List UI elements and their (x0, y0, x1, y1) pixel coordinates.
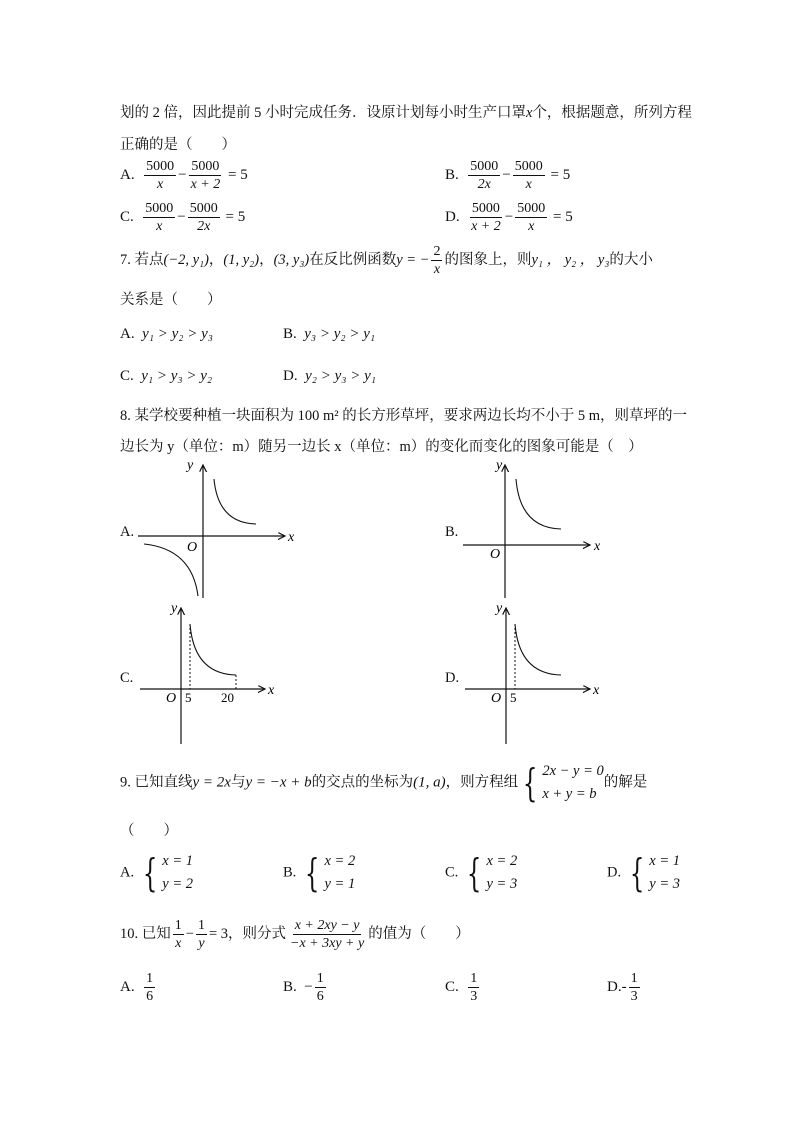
y-axis-label: y (496, 601, 503, 616)
brace: { (305, 851, 320, 895)
q10-text: 10. 已知 (120, 925, 171, 942)
intro-text: 划的 2 倍，因此提前 5 小时完成任务．设原计划每小时生产口罩 (120, 105, 526, 121)
numerator: 1 (630, 971, 638, 986)
var-x: x (526, 105, 533, 121)
numerator: 5000 (191, 159, 220, 174)
q10-stem (120, 917, 470, 952)
option-label: B. (283, 864, 297, 881)
q8-line-2: 边长为 y（单位：m）随另一边长 x（单位：m）的变化而变化的图象可能是（ ） (120, 439, 643, 455)
q7-option-a[interactable] (120, 326, 213, 343)
option-expr: y₁ > y₃ > y₂ (141, 368, 213, 384)
option-expr: y₃ > y₂ > y₁ (304, 326, 376, 342)
point-3: (3, y₃) (273, 251, 310, 268)
fraction (515, 200, 547, 235)
fraction (629, 970, 640, 1005)
q7-text: 在反比例函数 (309, 251, 397, 268)
origin-label: O (187, 540, 198, 555)
big-fraction (288, 917, 366, 952)
solution-y: y = 3 (486, 876, 518, 892)
denominator: 3 (630, 989, 638, 1004)
x-axis-label: x (288, 530, 295, 545)
numerator: 1 (470, 971, 478, 986)
q10-text: ，则分式 (228, 925, 286, 942)
denominator: x (528, 219, 535, 234)
q10-text: 的值为（ ） (368, 925, 470, 942)
option-label: C. (120, 208, 134, 225)
y-axis-label: y (171, 601, 178, 616)
solution-system (300, 850, 355, 896)
denominator: x + 2 (471, 219, 501, 234)
denominator: x (175, 936, 182, 951)
hyperbola-segment (190, 624, 236, 675)
equals: = 3 (208, 925, 228, 942)
option-label: B. (283, 978, 297, 995)
q7-text: 的图象上，则 (444, 251, 532, 268)
q8-graph-b[interactable] (455, 455, 625, 605)
solution-x: x = 1 (649, 853, 681, 869)
q8-graph-d[interactable] (455, 598, 615, 748)
fraction (188, 200, 220, 235)
intersection-point: (1, a) (413, 774, 446, 791)
q6-option-a[interactable] (120, 158, 248, 193)
x-axis-label: x (594, 539, 601, 554)
sep: ， (208, 251, 224, 268)
q7-text: 的大小 (609, 251, 653, 268)
denominator: x (433, 262, 441, 277)
q8-option-d-label[interactable]: D. (445, 670, 460, 686)
q8-option-a-label[interactable]: A. (120, 524, 135, 540)
option-label: A. (120, 864, 135, 881)
numerator: 1 (316, 971, 324, 986)
option-label: A. (120, 978, 135, 995)
fraction (469, 200, 503, 235)
numerator: 2 (433, 244, 441, 259)
q10-option-b[interactable] (283, 970, 328, 1005)
fraction (468, 970, 479, 1005)
solution-y: y = 1 (324, 876, 356, 892)
fraction (144, 970, 155, 1005)
q8-line-1: 8. 某学校要种植一块面积为 100 m² 的长方形草坪，要求两边长均不小于 5 m，则草坪的一 (120, 408, 688, 424)
point-1: (−2, y₁) (163, 251, 209, 268)
option-label: D. (607, 864, 622, 881)
numerator: 5000 (471, 201, 500, 216)
fraction (315, 970, 326, 1005)
sep: ， (259, 251, 274, 268)
solution-x: x = 2 (486, 853, 518, 869)
hyperbola-branch (515, 624, 561, 675)
origin-label: O (166, 691, 177, 706)
func-lhs: y = − (396, 251, 430, 268)
brace: { (629, 851, 645, 895)
q9-option-c[interactable] (445, 850, 517, 896)
operator: − (177, 208, 186, 225)
ys: y₁ ， y₂ ， y₃ (531, 251, 610, 268)
q7-line-2: 关系是（ ） (120, 292, 222, 308)
numerator: 5000 (470, 159, 499, 174)
tick-5: 5 (510, 690, 517, 705)
q7-option-d[interactable] (283, 368, 376, 385)
q7-option-c[interactable] (120, 368, 212, 385)
option-label: D. (445, 208, 460, 225)
option-label: C. (120, 368, 134, 384)
numerator: 1 (174, 918, 182, 933)
origin-label: O (491, 691, 502, 706)
q6-option-c[interactable] (120, 200, 245, 235)
q9-text: 的交点的坐标为 (311, 774, 414, 791)
tick-20: 20 (221, 690, 234, 705)
option-label: D. (283, 368, 298, 384)
q7-option-b[interactable] (283, 326, 375, 343)
q9-text: 的解是 (603, 774, 648, 791)
denominator: 6 (146, 989, 154, 1004)
option-label: D. (607, 978, 622, 995)
q6-option-d[interactable] (445, 200, 573, 235)
q9-line-2: （ ） (120, 823, 178, 839)
y-axis-label: y (187, 458, 194, 473)
q8-graph-a[interactable] (130, 455, 300, 605)
point-2: (1, y₂) (223, 251, 260, 268)
solution-y: y = 3 (649, 876, 681, 892)
q8-option-b-label[interactable]: B. (445, 524, 459, 540)
q7-stem (120, 243, 653, 278)
tick-5: 5 (185, 690, 192, 705)
option-label: A. (120, 326, 135, 342)
denominator: 6 (316, 989, 324, 1004)
equation-system (518, 760, 604, 806)
denominator: 3 (470, 989, 478, 1004)
solution-system (462, 850, 517, 896)
equation-1: 2x − y = 0 (542, 763, 604, 779)
denominator: x (525, 177, 532, 192)
q10-option-c[interactable] (445, 970, 481, 1005)
brace: { (142, 851, 158, 895)
intro-line-2: 正确的是（ ） (120, 137, 236, 153)
intro-text-end: 个，根据题意，所列方程 (532, 105, 692, 121)
option-expr: y₂ > y₃ > y₁ (305, 368, 376, 384)
operator: − (504, 208, 514, 225)
operator: − (185, 925, 194, 942)
denominator: x + 2 (190, 177, 221, 192)
rhs: = 5 (227, 166, 248, 183)
option-label: C. (445, 978, 459, 995)
rhs: = 5 (550, 166, 571, 183)
denominator: y (198, 936, 205, 951)
hyperbola-branch-upper (214, 479, 256, 524)
numerator: 5000 (146, 159, 175, 174)
option-label: B. (445, 166, 459, 183)
q10-option-d[interactable] (607, 970, 642, 1005)
q9-text: ，则方程组 (445, 774, 519, 791)
numerator: 5000 (189, 201, 218, 216)
q9-stem (120, 760, 647, 806)
rhs: = 5 (552, 208, 573, 225)
operator: − (178, 166, 187, 183)
rhs: = 5 (225, 208, 246, 225)
fraction (196, 917, 207, 952)
fraction (468, 158, 500, 193)
q9-text: 与 (230, 774, 246, 791)
solution-system (138, 850, 193, 896)
q6-option-b[interactable] (445, 158, 570, 193)
x-axis-label: x (268, 683, 275, 698)
numerator: 5000 (517, 201, 546, 216)
q9-text: 9. 已知直线 (120, 774, 193, 791)
denominator: x (156, 219, 163, 234)
solution-system (625, 850, 680, 896)
q9-option-d[interactable] (607, 850, 680, 896)
option-expr: y₁ > y₂ > y₃ (142, 326, 213, 342)
q8-option-c-label[interactable]: C. (120, 670, 134, 686)
fraction (431, 243, 442, 278)
fraction (189, 158, 223, 193)
option-label: A. (120, 166, 135, 183)
intro-line-1 (120, 101, 692, 122)
q9-option-b[interactable] (283, 850, 355, 896)
origin-label: O (490, 547, 501, 562)
q8-graph-c[interactable] (130, 598, 290, 748)
equation-2: x + y = b (542, 786, 597, 802)
numerator: x + 2xy − y (294, 918, 360, 933)
q7-text: 7. 若点 (120, 251, 164, 268)
brace: { (522, 761, 538, 805)
line-a: y = 2x (192, 774, 231, 791)
denominator: 2x (477, 177, 491, 192)
solution-x: x = 1 (162, 853, 194, 869)
line-b: y = −x + b (245, 774, 312, 791)
fraction (144, 158, 176, 193)
numerator: 1 (146, 971, 154, 986)
denominator: x (156, 177, 164, 192)
sign: − (304, 978, 313, 995)
fraction (173, 917, 184, 952)
fraction (143, 200, 175, 235)
numerator: 5000 (145, 201, 174, 216)
denominator: 2x (197, 219, 211, 234)
sign: - (621, 978, 627, 995)
solution-x: x = 2 (324, 853, 356, 869)
option-label: B. (283, 326, 297, 342)
fraction (513, 158, 545, 193)
hyperbola-branch (516, 479, 561, 529)
numerator: 1 (197, 918, 205, 933)
y-axis-label: y (496, 458, 503, 473)
operator: − (502, 166, 511, 183)
q10-option-a[interactable] (120, 970, 157, 1005)
denominator: −x + 3xy + y (290, 936, 365, 951)
q9-option-a[interactable] (120, 850, 193, 896)
solution-y: y = 2 (162, 876, 194, 892)
brace: { (467, 851, 482, 895)
numerator: 5000 (514, 159, 543, 174)
x-axis-label: x (593, 683, 600, 698)
option-label: C. (445, 864, 459, 881)
